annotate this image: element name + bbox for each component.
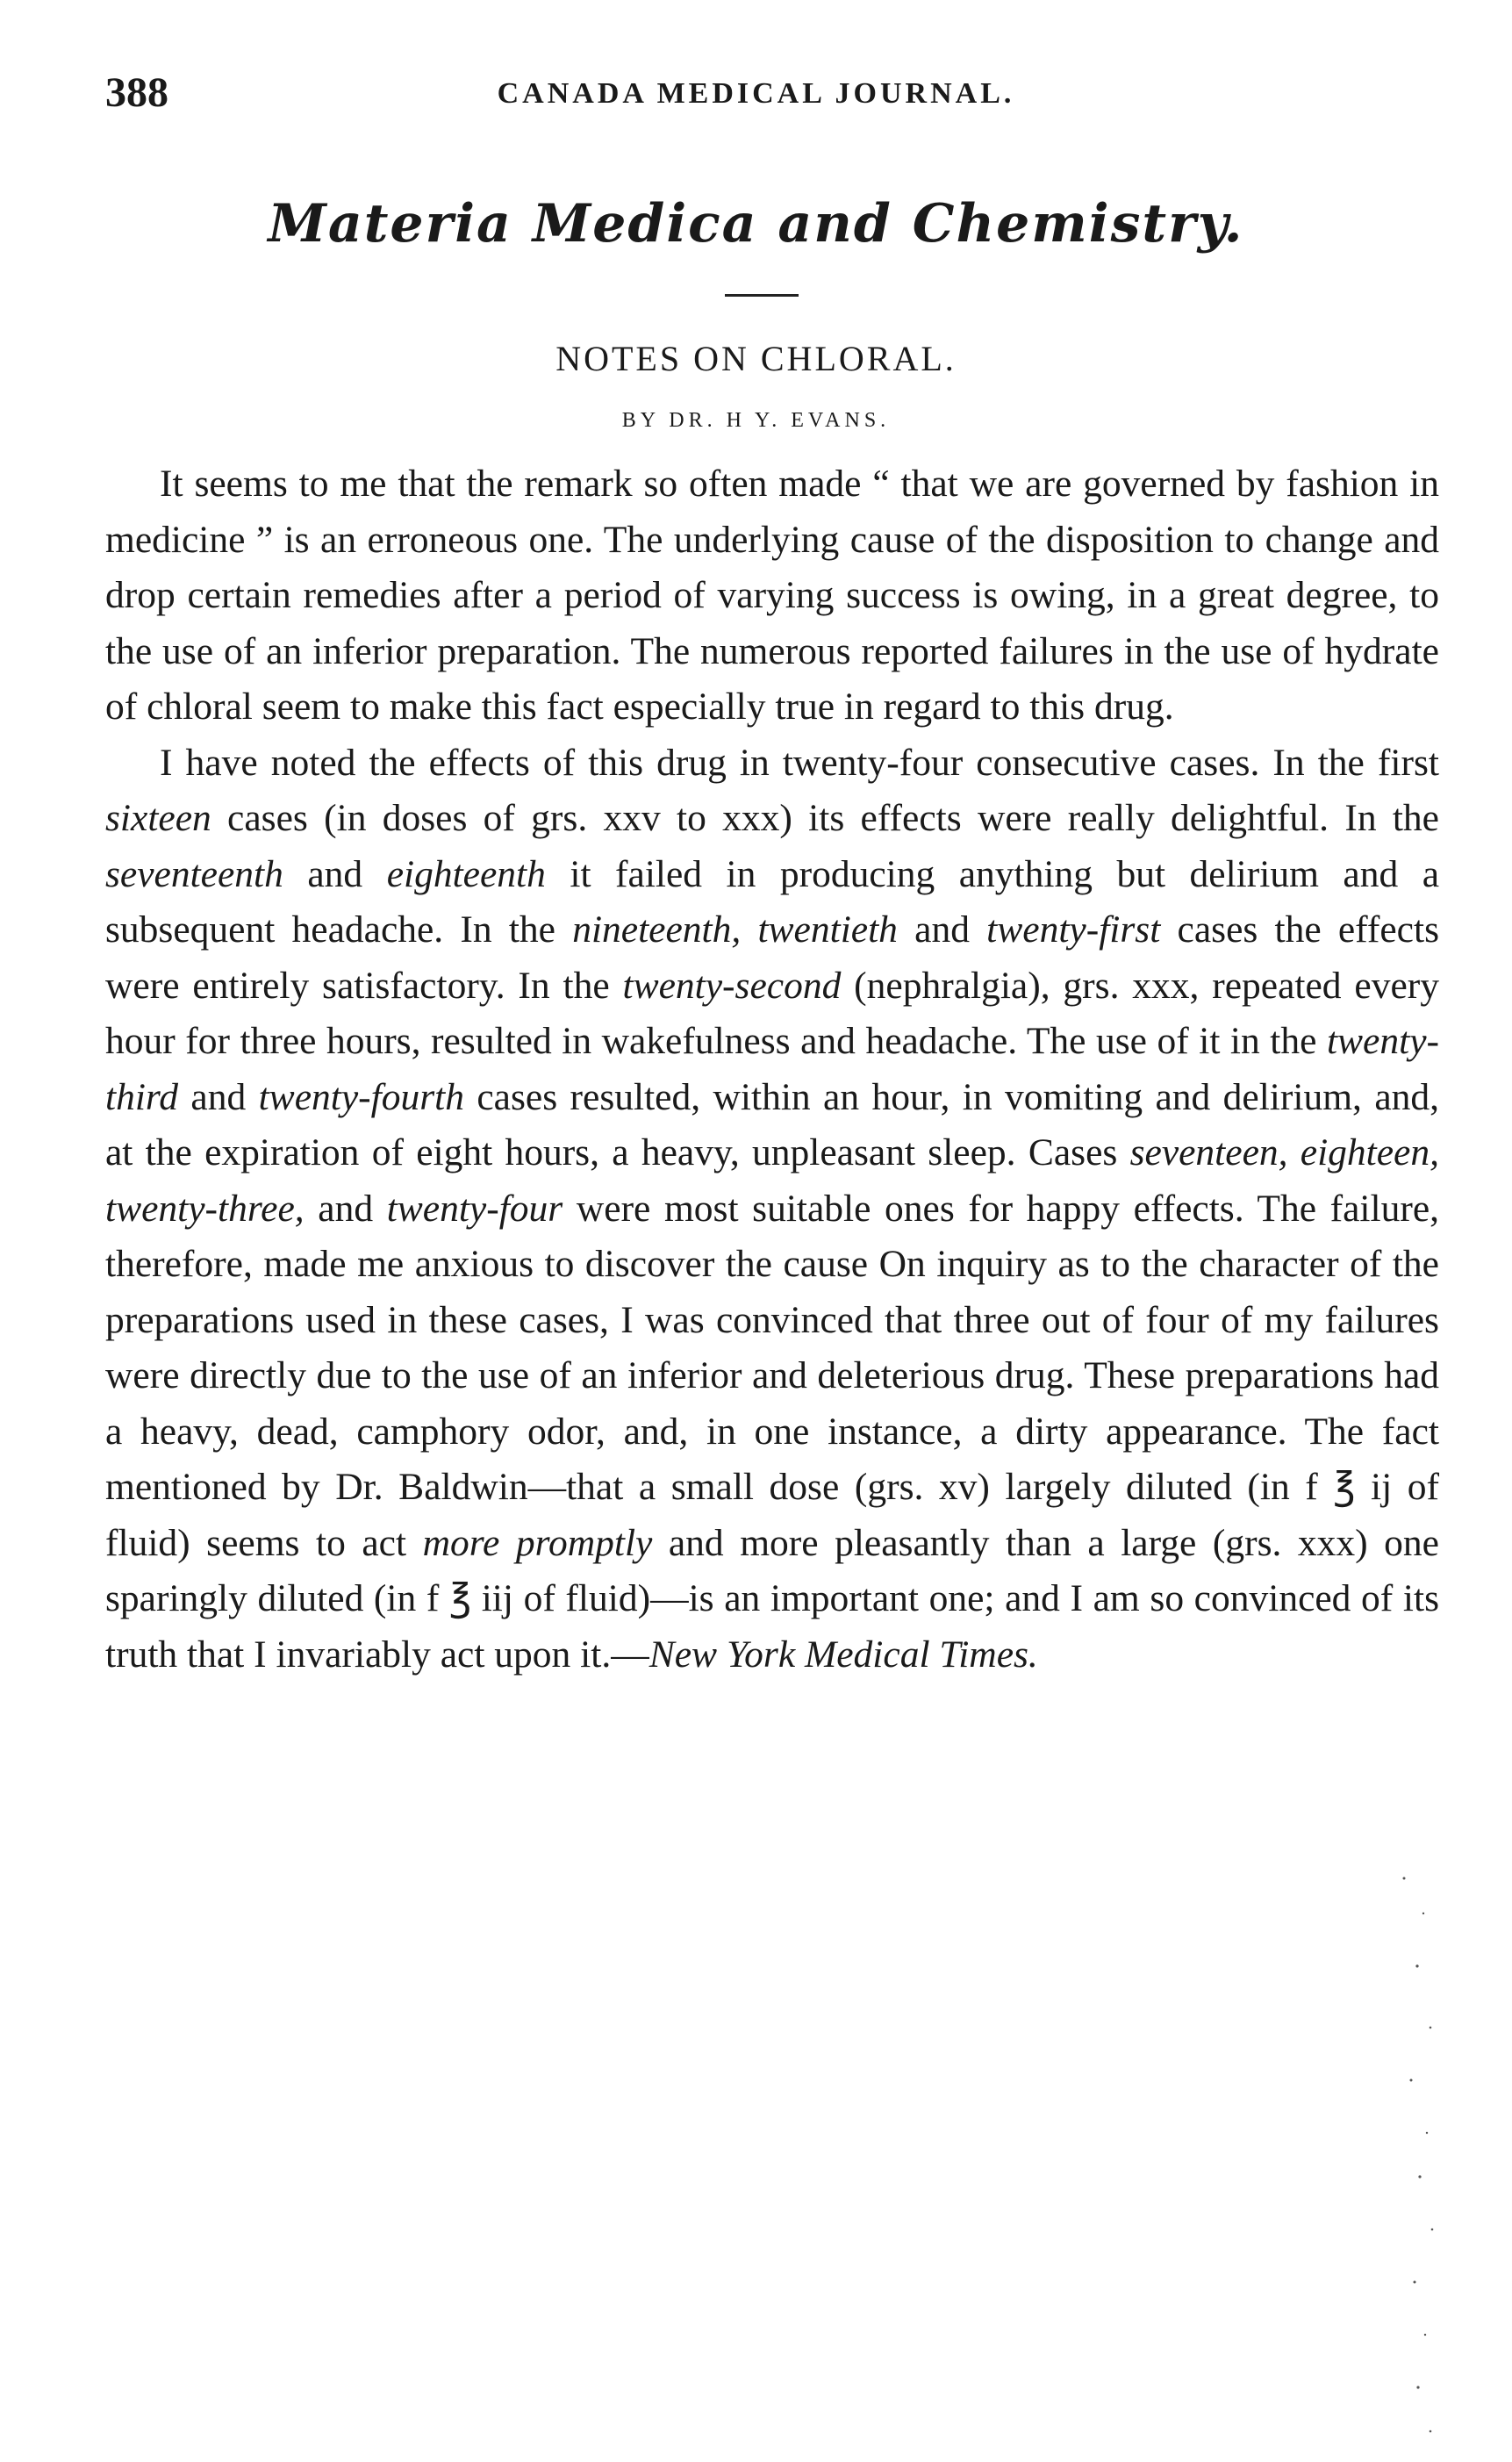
italic-case-seventeenth: seventeenth — [105, 852, 283, 895]
paragraph-2-text: (nephralgia), grs. xxx, repeated every hour for three hours, resulted in wakefulness and headache. The use of it in the — [105, 964, 1439, 1062]
paragraph-2-text: I have noted the effects of this drug in twenty-four consecutive cases. In the first — [160, 741, 1439, 784]
running-head: CANADA MEDICAL JOURNAL. — [497, 77, 1015, 110]
paragraph-2-text: cases resulted, within an hour, in vomiting and delirium, and, at the expiration of eight hours, a heavy, unpleasant sleep. Cases — [105, 1075, 1439, 1174]
paragraph-2-text: and — [304, 1187, 387, 1230]
italic-case-sixteen: sixteen — [105, 797, 211, 839]
source-citation: New York Medical Times. — [649, 1633, 1038, 1676]
paragraph-2-text: cases the effects were entirely satisfactory. In the — [105, 908, 1440, 1007]
italic-case-eighteenth: eighteenth — [386, 852, 546, 895]
paragraph-2-text: were most suitable ones for happy effects. The failure, therefore, made me anxious to discover the cause On inquiry as to the character of the preparations used in these cases, I was convinced that three out of four of my failures were directly due to the use of an inferior and deleterious drug. These preparations had a heavy, dead, camphory odor, and, in one instance, a dirty appearance. The fact mentioned by Dr. Baldwin—that a small dose (grs. xv) largely diluted (in f ℥ ij of fluid) seems to act — [105, 1187, 1439, 1564]
paragraph-2-text: and — [178, 1075, 259, 1118]
paragraph-2-text: it failed in producing anything but delirium and a subsequent headache. In the — [105, 852, 1439, 951]
italic-more-promptly: more promptly — [422, 1521, 653, 1564]
scan-specks — [1369, 1861, 1474, 2458]
italic-case-twenty-third: twenty-third — [105, 1020, 1439, 1118]
italic-case-twenty-fourth: twenty-fourth — [258, 1075, 464, 1118]
paragraph-2-text: cases (in doses of grs. xxv to xxx) its effects were really delightful. In the — [211, 797, 1439, 839]
paragraph-1: It seems to me that the remark so often made “ that we are governed by fashion in medicine ” is an erroneous one. The underlying cause of the disposition to change and drop certain remedies after a period of varying success is owing, in a great degree, to the use of an inferior preparation. The numerous reported failures in the use of hydrate of chloral seem to make this fact especially true in regard to this drug. — [105, 463, 1439, 728]
section-title: Materia Medica and Chemistry. — [268, 193, 1244, 255]
paragraph-2 — [105, 736, 1439, 1683]
italic-case-twenty-four: twenty-four — [386, 1187, 563, 1230]
paragraph-2-text: and more pleasantly than a large (grs. xxx) one sparingly diluted (in f ℥ iij of fluid)—is an important one; and I am so convinced of its truth that I invariably act upon it.— — [105, 1521, 1439, 1676]
paragraph-2-text: and — [897, 908, 987, 951]
article-title: NOTES ON CHLORAL. — [555, 339, 957, 378]
article-body — [105, 456, 1439, 1683]
italic-case-nineteenth-twentieth: nineteenth, twentieth — [572, 908, 898, 951]
article-byline: BY DR. H Y. EVANS. — [621, 409, 891, 432]
italic-cases-list: seventeen, eighteen, twenty-three, — [105, 1131, 1439, 1230]
title-rule — [725, 294, 799, 297]
paragraph-2-text: and — [283, 852, 387, 895]
italic-case-twenty-first: twenty-first — [986, 908, 1161, 951]
page-number: 388 — [105, 69, 168, 116]
italic-case-twenty-second: twenty-second — [622, 964, 842, 1007]
